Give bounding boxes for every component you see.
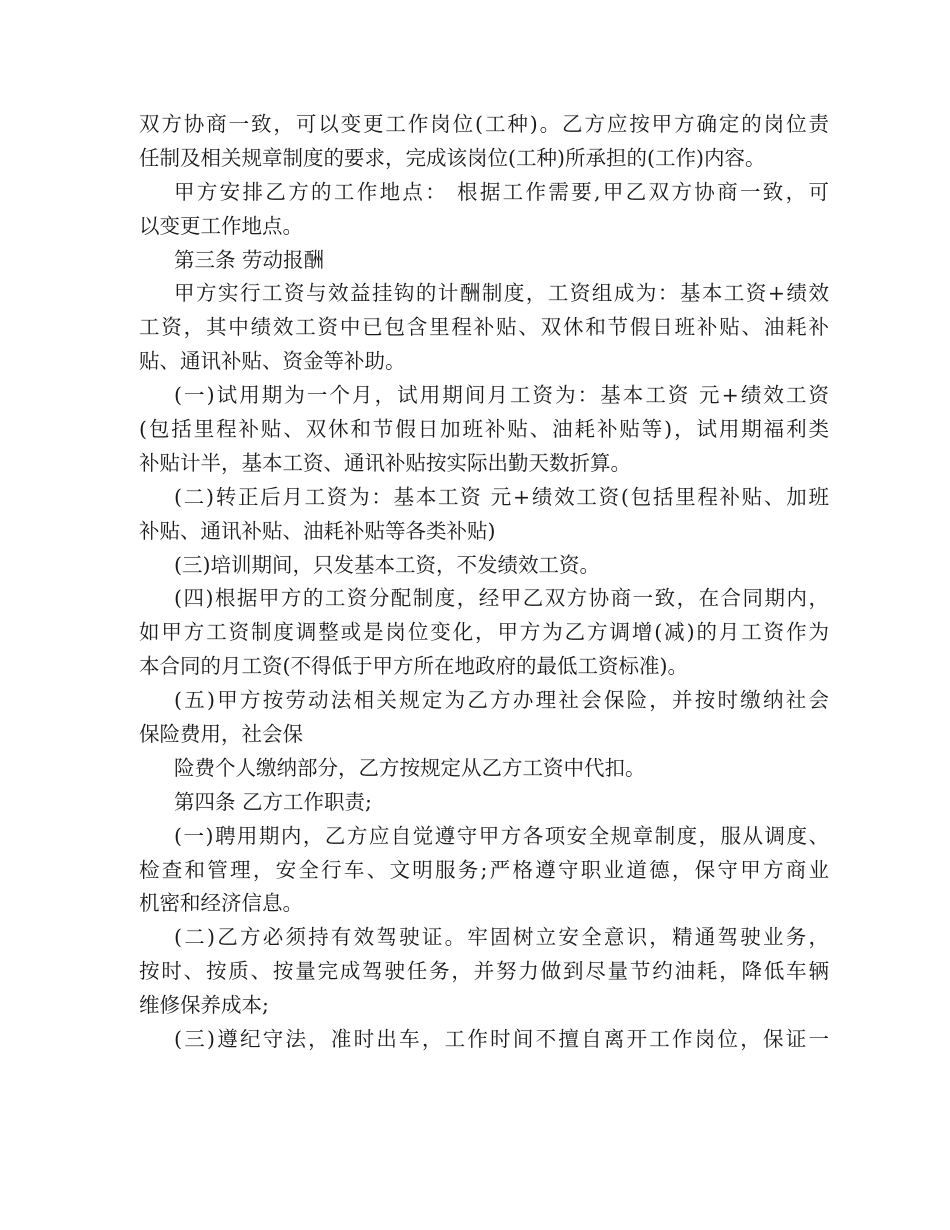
text-line: 甲方实行工资与效益挂钩的计酬制度，工资组成为：基本工资+绩效 — [174, 281, 829, 306]
text-line: 工资，其中绩效工资中已包含里程补贴、双休和节假日班补贴、油耗补 — [139, 315, 829, 340]
text-line: 如甲方工资制度调整或是岗位变化，甲方为乙方调增(减)的月工资作为 — [139, 620, 829, 645]
text-line: 以变更工作地点。 — [139, 213, 303, 238]
text-line: 维修保养成本; — [139, 993, 269, 1018]
text-line: (包括里程补贴、双休和节假日加班补贴、油耗补贴等)，试用期福利类 — [139, 417, 829, 442]
text-line: (一)试用期为一个月，试用期间月工资为：基本工资 元+绩效工资 — [174, 383, 829, 408]
text-line: 本合同的月工资(不得低于甲方所在地政府的最低工资标准)。 — [139, 654, 688, 679]
text-line: 检查和管理，安全行车、文明服务;严格遵守职业道德，保守甲方商业 — [139, 857, 829, 882]
text-line: (二)转正后月工资为：基本工资 元+绩效工资(包括里程补贴、加班 — [174, 484, 829, 509]
text-line: (四)根据甲方的工资分配制度，经甲乙双方协商一致，在合同期内， — [174, 586, 829, 611]
text-line: 贴、通讯补贴、资金等补助。 — [139, 349, 406, 374]
text-line: 甲方安排乙方的工作地点： 根据工作需要,甲乙双方协商一致，可 — [174, 179, 829, 204]
text-line: 第三条 劳动报酬 — [174, 247, 325, 272]
text-line: 险费个人缴纳部分，乙方按规定从乙方工资中代扣。 — [174, 755, 646, 780]
text-line: 按时、按质、按量完成驾驶任务，并努力做到尽量节约油耗，降低车辆 — [139, 959, 829, 984]
text-line: 补贴、通讯补贴、油耗补贴等各类补贴) — [139, 518, 496, 543]
text-line: (一)聘用期内，乙方应自觉遵守甲方各项安全规章制度，服从调度、 — [174, 823, 829, 848]
contract-text-body — [139, 108, 829, 1057]
text-line: 保险费用，社会保 — [139, 722, 303, 747]
text-line: 双方协商一致，可以变更工作岗位(工种)。乙方应按甲方确定的岗位责 — [139, 112, 829, 136]
text-line: (二)乙方必须持有效驾驶证。牢固树立安全意识，精通驾驶业务， — [174, 925, 829, 950]
text-line: (三)遵纪守法，准时出车，工作时间不擅自离开工作岗位，保证一 — [174, 1027, 829, 1052]
text-line: 任制及相关规章制度的要求，完成该岗位(工种)所承担的(工作)内容。 — [139, 145, 766, 170]
text-line: (五)甲方按劳动法相关规定为乙方办理社会保险，并按时缴纳社会 — [174, 688, 829, 713]
text-line: (三)培训期间，只发基本工资，不发绩效工资。 — [174, 552, 600, 577]
text-line: 机密和经济信息。 — [139, 891, 303, 916]
text-line: 补贴计半，基本工资、通讯补贴按实际出勤天数折算。 — [139, 450, 631, 475]
text-line: 第四条 乙方工作职责; — [174, 789, 372, 814]
